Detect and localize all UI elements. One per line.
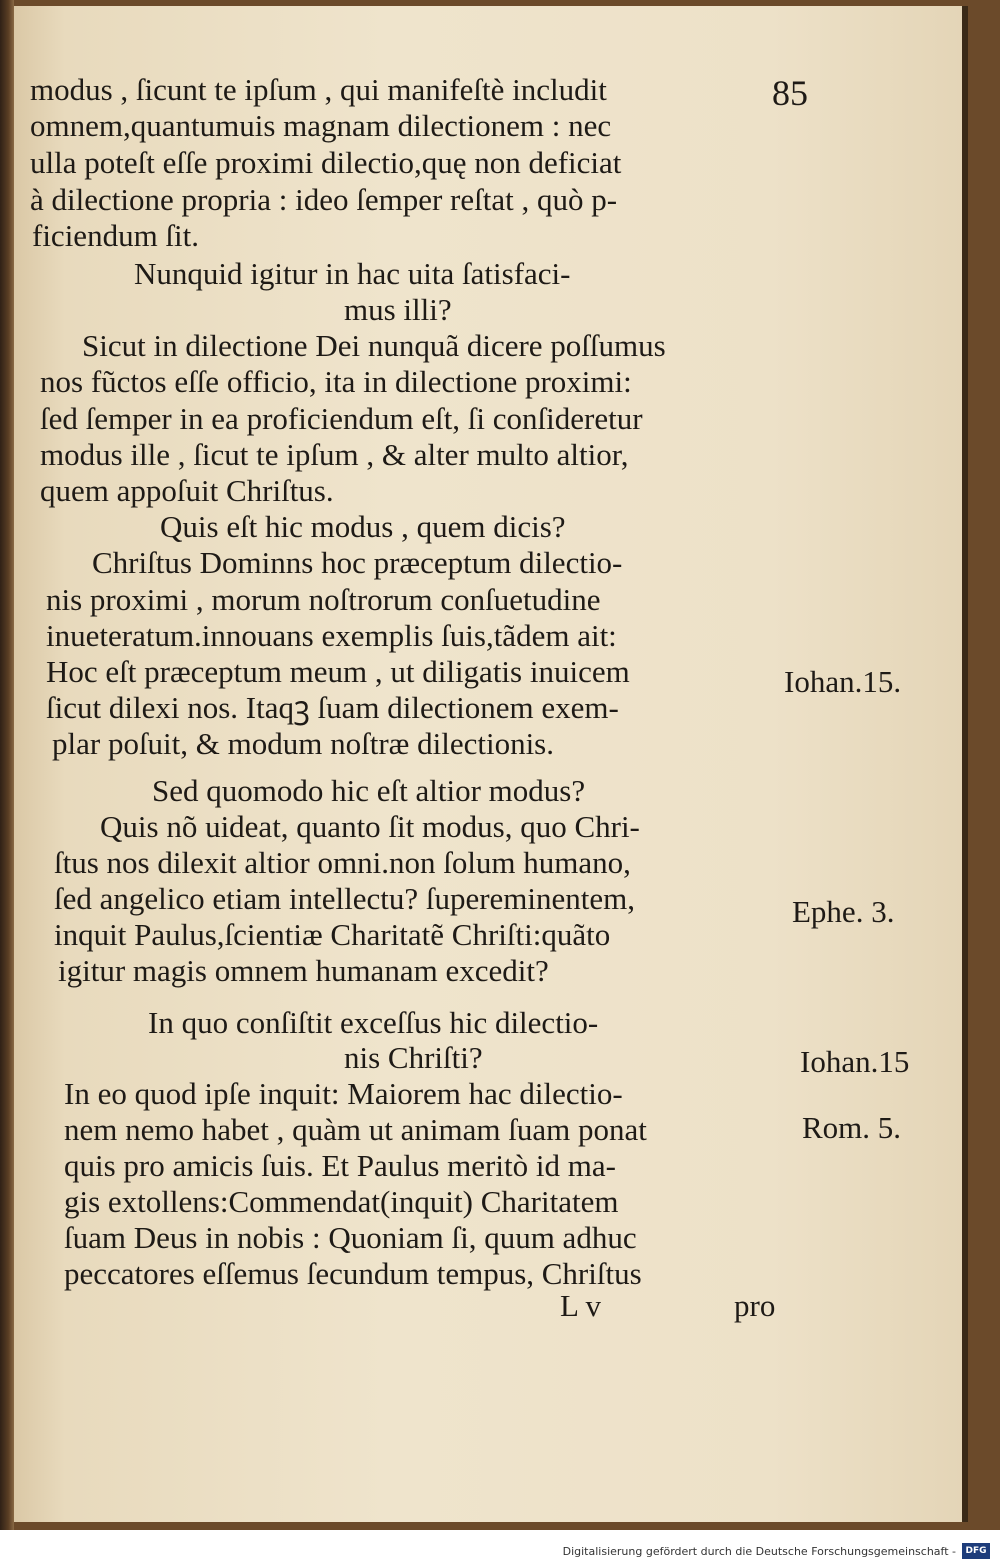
question-heading-line: nis Chriſti? — [344, 1040, 483, 1075]
text-line: plar poſuit, & modum noſtræ dilectionis. — [52, 726, 554, 761]
text-line: à dilectione propria : ideo ſemper reſtat , quò p- — [30, 182, 618, 217]
text-line: quem appoſuit Chriſtus. — [40, 473, 334, 508]
question-heading-line: mus illi? — [344, 292, 452, 327]
text-line: Chriſtus Dominns hoc præceptum dilectio- — [92, 545, 623, 580]
text-line: peccatores eſſemus ſecundum tempus, Chriſtus — [64, 1256, 642, 1291]
question-heading-line: Sed quomodo hic eſt altior modus? — [152, 773, 586, 808]
text-line: Sicut in dilectione Dei nunquã dicere poſſumus — [82, 328, 666, 363]
text-line: nis proximi , morum noſtrorum conſuetudine — [46, 582, 601, 617]
text-line: omnem,quantumuis magnam dilectionem : nec — [30, 108, 612, 143]
text-line: modus ille , ſicut te ipſum , & alter multo altior, — [40, 437, 629, 472]
margin-note-reference: Iohan.15 — [800, 1044, 910, 1079]
margin-note-reference: Rom. 5. — [802, 1110, 902, 1145]
text-line: ſtus nos dilexit altior omni.non ſolum humano, — [54, 845, 631, 880]
text-line: nem nemo habet , quàm ut animam ſuam ponat — [64, 1112, 647, 1147]
question-heading-line: Nunquid igitur in hac uita ſatisfaci- — [134, 256, 571, 291]
text-line: Hoc eſt præceptum meum , ut diligatis inuicem — [46, 654, 630, 689]
text-line: gis extollens:Commendat(inquit) Charitatem — [64, 1184, 619, 1219]
footer-credit-text: Digitalisierung gefördert durch die Deutsche Forschungsgemeinschaft - — [562, 1545, 956, 1558]
text-line: modus , ſicunt te ipſum , qui manifeſtè includit — [30, 72, 607, 107]
text-line: ſicut dilexi nos. Itaqꝫ ſuam dilectionem exem- — [46, 690, 619, 725]
dfg-logo: DFG — [962, 1543, 990, 1559]
folio-number: 85 — [772, 73, 808, 113]
margin-note-reference: Ephe. 3. — [792, 894, 895, 929]
question-heading-line: In quo conſiſtit exceſſus hic dilectio- — [148, 1005, 599, 1040]
catchword: pro — [734, 1288, 776, 1323]
text-line: nos fũctos eſſe officio, ita in dilectione proximi: — [40, 364, 632, 399]
text-line: quis pro amicis ſuis. Et Paulus meritò id ma- — [64, 1148, 616, 1183]
signature-mark: L v — [560, 1288, 602, 1323]
text-line: inquit Paulus,ſcientiæ Charitatẽ Chriſti:quãto — [54, 917, 611, 952]
text-line: Quis nõ uideat, quanto ſit modus, quo Chri- — [100, 809, 640, 844]
text-line: ſuam Deus in nobis : Quoniam ſi, quum adhuc — [64, 1220, 637, 1255]
text-line: igitur magis omnem humanam excedit? — [58, 953, 549, 988]
question-heading-line: Quis eſt hic modus , quem dicis? — [160, 509, 566, 544]
text-line: In eo quod ipſe inquit: Maiorem hac dilectio- — [64, 1076, 623, 1111]
margin-note-reference: Iohan.15. — [784, 664, 902, 699]
text-line: ſed angelico etiam intellectu? ſupereminentem, — [54, 881, 636, 916]
text-line: inueteratum.innouans exemplis ſuis,tãdem ait: — [46, 618, 617, 653]
text-line: ulla poteſt eſſe proximi dilectio,quę non deficiat — [30, 145, 622, 180]
text-line: ficiendum ſit. — [32, 218, 200, 253]
text-line: ſed ſemper in ea proficiendum eſt, ſi conſideretur — [40, 401, 643, 436]
book-spine-edge — [0, 0, 14, 1530]
